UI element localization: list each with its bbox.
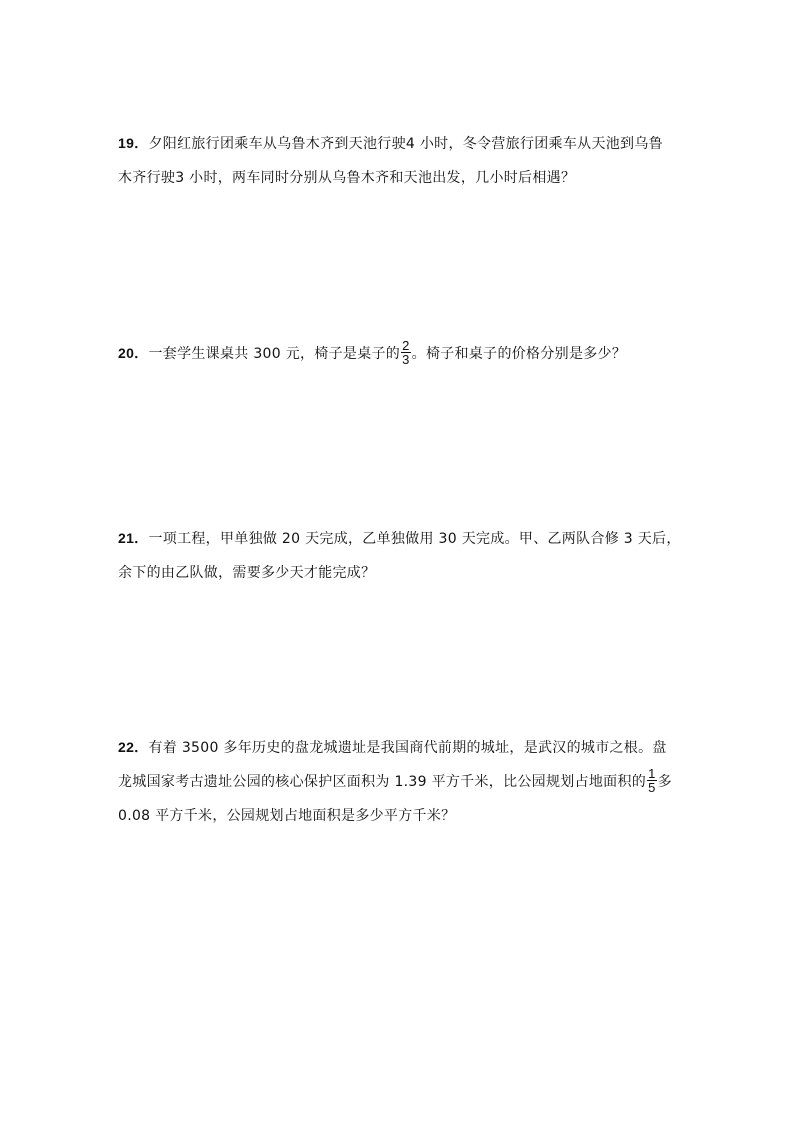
problem-text: 木齐行驶3 小时，两车同时分别从乌鲁木齐和天池出发，几小时后相遇？ (118, 170, 576, 186)
problem-number: 22． (118, 739, 149, 755)
problem-number: 19． (118, 135, 149, 151)
fraction-numerator: 1 (648, 765, 656, 781)
problem-number: 20． (118, 345, 149, 361)
fraction (647, 767, 657, 794)
problem-22-line-3 (118, 799, 688, 833)
problem-text: 多 (657, 774, 672, 790)
problem-22-line-2 (118, 765, 688, 799)
problem-text: 龙城国家考古遗址公园的核心保护区面积为 1.39 平方千米，比公园规划占地面积的 (118, 774, 647, 790)
problem-text: 。椅子和桌子的价格分别是多少？ (411, 346, 627, 362)
problem-22 (118, 730, 688, 833)
problem-text: 一项工程，甲单独做 20 天完成，乙单独做用 30 天完成。甲、乙两队合修 3 天后， (148, 531, 681, 547)
problem-19-line-1 (118, 126, 688, 161)
fraction-denominator: 5 (648, 779, 656, 795)
problem-22-line-1 (118, 730, 688, 765)
problem-19-line-2 (118, 161, 688, 195)
problem-20 (118, 336, 688, 371)
problem-20-line-1 (118, 336, 688, 371)
problem-text: 有着 3500 多年历史的盘龙城遗址是我国商代前期的城址，是武汉的城市之根。盘 (148, 740, 667, 756)
problem-21-line-1 (118, 521, 688, 556)
problem-text: 夕阳红旅行团乘车从乌鲁木齐到天池行驶4 小时，冬令营旅行团乘车从天池到乌鲁 (148, 136, 663, 152)
problem-21 (118, 521, 688, 590)
fraction (401, 339, 411, 366)
problem-text: 余下的由乙队做，需要多少天才能完成？ (118, 565, 376, 581)
problem-text: 0.08 平方千米，公园规划占地面积是多少平方千米？ (118, 808, 456, 824)
problem-text: 一套学生课桌共 300 元，椅子是桌子的 (148, 346, 401, 362)
problem-number: 21． (118, 530, 149, 546)
problem-19 (118, 126, 688, 195)
problem-21-line-2 (118, 556, 688, 590)
fraction-numerator: 2 (402, 337, 410, 353)
fraction-denominator: 3 (402, 351, 410, 367)
